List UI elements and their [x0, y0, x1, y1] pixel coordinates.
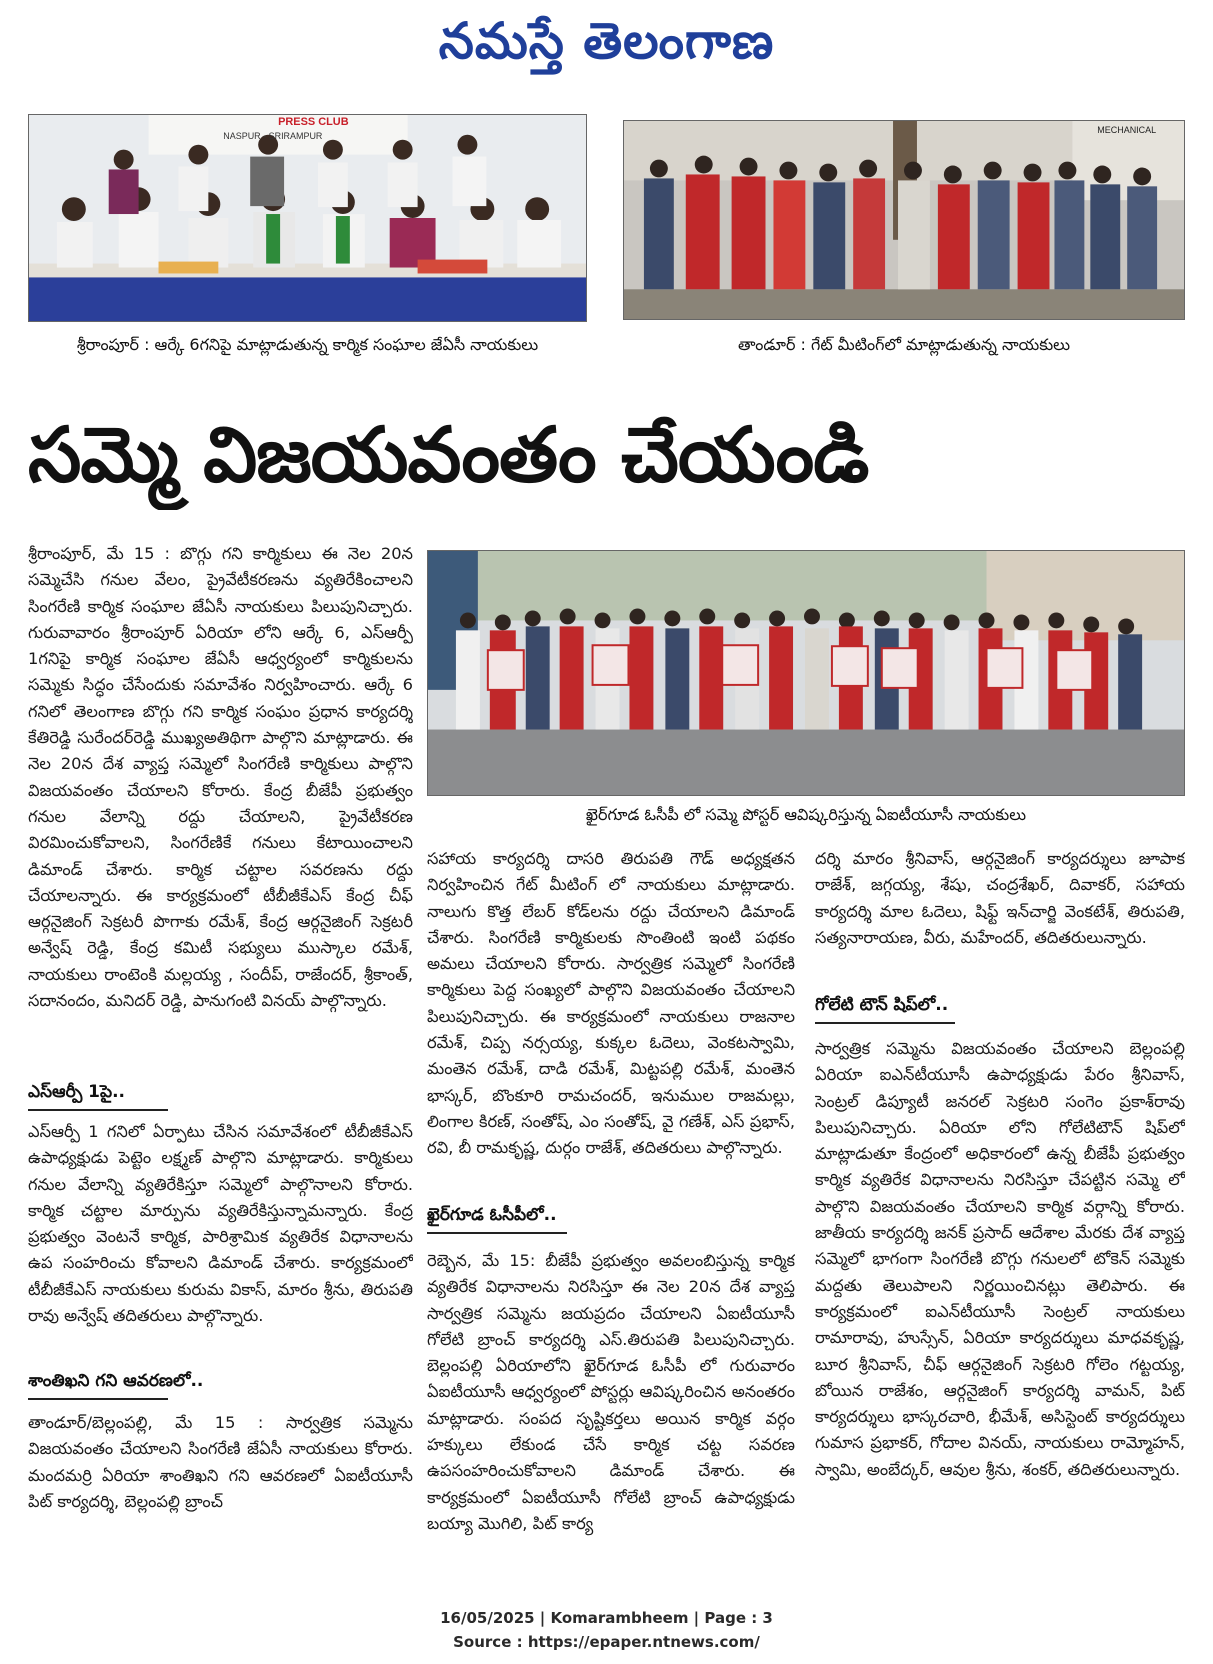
subheading-underline: [28, 1398, 168, 1400]
subheading-shanthikhani: శాంతిఖని గని ఆవరణలో..: [28, 1371, 204, 1391]
footer-date-page: 16/05/2025 | Komarambheem | Page : 3: [440, 1609, 773, 1627]
subheading-underline: [28, 1109, 168, 1111]
photo-poster-image: [428, 551, 1184, 795]
article-column-1: [28, 541, 413, 1591]
subheading-khairguda: ఖైర్‌గూడ ఓసీపీలో..: [427, 1205, 557, 1225]
headline: సమ్మె విజయవంతం చేయండి: [28, 410, 869, 499]
subheading-srp1: ఎస్ఆర్పీ 1పై..: [28, 1082, 125, 1102]
subheading-underline: [427, 1232, 567, 1234]
photo-meeting-image: [29, 115, 586, 321]
column-3-paragraph-1: దర్శి మారం శ్రీనివాస్, ఆర్గనైజింగ్ కార్యదర్శులు జూపాక రాజేశ్, జగ్గయ్య, శేషు, చంద్రశేఖర్, దివాకర్, సహాయ కార్యదర్శి మాల ఓదెలు, షిఫ్ట్ ఇన్‌చార్జి వెంకటేశ్, తిరుపతి, సత్యనారాయణ, వీరు, మహేందర్, తదితరులున్నారు.: [815, 849, 1185, 947]
article-column-3: [815, 846, 1185, 1591]
column-3-paragraph-2: సార్వత్రిక సమ్మెను విజయవంతం చేయాలని బెల్లంపల్లి ఏరియా ఐఎన్‌టీయూసీ ఉపాధ్యక్షుడు పేరం శ్రీనివాస్, సెంట్రల్ డిప్యూటీ జనరల్ సెక్రటరి సంగెం ప్రకాశ్‌రావు పిలుపునిచ్చారు. ఏరియా లోని గోలేటిటౌన్ షిప్‌లో మాట్లాడుతూ కేంద్రంలో అధికారంలో ఉన్న బీజేపీ ప్రభుత్వం కార్మిక వ్యతిరేక విధానాలను నిరసిస్తూ చేపట్టిన సమ్మె లో పాల్గొని విజయవంతం చేయాలని కార్మిక వర్గాన్ని కోరారు. జాతీయ కార్యదర్శి జనక్ ప్రసాద్ ఆదేశాల మేరకు దేశ వ్యాప్త సమ్మెలో భాగంగా సింగరేణి బొగ్గు గనులలో టోకెన్ సమ్మెకు మద్దతు తెలుపాలని నిర్ణయించినట్లు తెలిపారు. ఈ కార్యక్రమంలో ఐఎన్‌టీయూసీ సెంట్రల్ నాయకులు రామారావు, హుస్సేన్, ఏరియా కార్యదర్శులు మాధవకృష్ణ, బూర శ్రీనివాస్, చీఫ్ ఆర్గనైజింగ్ సెక్రటరి గోలెం గట్టయ్య, బోయిన రాజేశం, ఆర్గనైజింగ్ కార్యదర్శి వామన్, పిట్ కార్యదర్శులు భాస్కరచారి, భీమేశ్, అసిస్టెంట్ కార్యదర్శులు గుమాస ప్రభాకర్, గోదాల వినయ్, నాయకులు రామ్మోహన్, స్వామి, అంబేద్కర్, ఆవుల శ్రీను, శంకర్, తదితరులున్నారు.: [815, 1039, 1185, 1479]
column-2-paragraph-2: రెబ్బెన, మే 15: బీజేపీ ప్రభుత్వం అవలంబిస్తున్న కార్మిక వ్యతిరేక విధానాలను నిరసిస్తూ ఈ నెల 20న దేశ వ్యాప్త సార్వత్రిక సమ్మెను జయప్రదం చేయాలని ఏఐటీయూసీ గోలేటి బ్రాంచ్ కార్యదర్శి ఎస్.తిరుపతి పిలుపునిచ్చారు. బెల్లంపల్లి ఏరియాలోని ఖైర్‌గూడ ఓసీపీ లో గురువారం ఏఐటీయూసీ ఆధ్వర్యంలో పోస్టర్లు ఆవిష్కరించిన అనంతరం మాట్లాడారు. సంపద సృష్టికర్తలు అయిన కార్మిక వర్గం హక్కులు లేకుండ చేసే కార్మిక చట్ట సవరణ ఉపసంహరించుకోవాలని డిమాండ్ చేశారు. ఈ కార్యక్రమంలో ఏఐటీయూసీ గోలేటి బ్రాంచ్ ఉపాధ్యక్షుడు బయ్యా మొగిలి, పిట్ కార్య: [427, 1251, 795, 1533]
column-1-paragraph-3: తాండూర్/బెల్లంపల్లి, మే 15 : సార్వత్రిక సమ్మెను విజయవంతం చేయాలని సింగరేణి జేఏసీ నాయకులు కోరారు. మందమర్రి ఏరియా శాంతిఖని గని ఆవరణలో ఏఐటీయూసీ పిట్ కార్యదర్శి, బెల్లంపల్లి బ్రాంచ్: [28, 1413, 413, 1511]
photo-caption-2: తాండూర్ : గేట్ మీటింగ్‌లో మాట్లాడుతున్న నాయకులు: [738, 335, 1070, 354]
photo-caption-1: శ్రీరాంపూర్ : ఆర్కే 6గనిపై మాట్లాడుతున్న కార్మిక సంఘాల జేఏసీ నాయకులు: [76, 335, 539, 354]
subheading-underline: [815, 1022, 955, 1024]
banner-line-1: PRESS CLUB: [278, 115, 349, 128]
footer-source: Source : https://epaper.ntnews.com/: [453, 1633, 760, 1651]
photo-poster-launch: [427, 550, 1185, 796]
masthead-title: నమస్తే తెలంగాణ: [438, 11, 775, 70]
photo-press-meeting: [28, 114, 587, 322]
footer: [0, 1606, 1213, 1654]
column-1-paragraph-2: ఎస్ఆర్పీ 1 గనిలో ఏర్పాటు చేసిన సమావేశంలో టీబీజీకేఎస్ ఉపాధ్యక్షుడు పెట్టెం లక్ష్మణ్ పాల్గొని మాట్లాడారు. కార్మికులు గనుల వేలాన్ని వ్యతిరేకిస్తూ సమ్మెలో పాల్గొనాలని కోరారు. కార్మిక చట్టాల మార్పును వ్యతిరేకిస్తున్నామన్నారు. కేంద్ర ప్రభుత్వం వెంటనే కార్మిక, పారిశ్రామిక వ్యతిరేక విధానాలను ఉప సంహరించు కోవాలని డిమాండ్ చేశారు. కార్యక్రమంలో టీబీజీకేఎస్ నాయకులు కురుమ వికాస్, మారం శ్రీను, తిరుపతి రావు అన్వేష్ తదితరులు పాల్గొన్నారు.: [28, 1122, 413, 1326]
photo-gate-image: [624, 121, 1184, 319]
photo-caption-3: ఖైర్‌గూడ ఓసీపీ లో సమ్మె పోస్టర్ ఆవిష్కరిస్తున్న ఏఐటీయూసీ నాయకులు: [585, 805, 1027, 824]
mechanical-sign: MECHANICAL: [1097, 124, 1157, 135]
column-1-paragraph-1: శ్రీరాంపూర్, మే 15 : బొగ్గు గని కార్మికులు ఈ నెల 20న సమ్మెచేసి గనుల వేలం, ప్రైవేటీకరణను వ్యతిరేకించాలని సింగరేణి కార్మిక సంఘాల జేఏసీ నాయకులు పిలుపునిచ్చారు. గురువావారం శ్రీరాంపూర్ ఏరియా లోని ఆర్కే 6, ఎస్ఆర్పీ 1గనిపై కార్మిక సంఘాల జేఏసీ ఆధ్వర్యంలో కార్మికులను సమ్మెకు సిద్ధం చేసేందుకు సమావేశం నిర్వహించారు. ఆర్కే 6 గనిలో తెలంగాణ బొగ్గు గని కార్మిక సంఘం ప్రధాన కార్యదర్శి కేతిరెడ్డి సురేందర్‌రెడ్డి ముఖ్యఅతిథిగా పాల్గొని మాట్లాడారు. ఈ నెల 20న దేశ వ్యాప్త సమ్మెలో సింగరేణి కార్మికులు పాల్గొని విజయవంతం చేయాలని కోరారు. కేంద్ర బీజేపీ ప్రభుత్వం గనుల వేలాన్ని రద్దు చేయాలని, ప్రైవేటీకరణ విరమించుకోవాలని, సింగరేణికే గనులు కేటాయించాలని డిమాండ్ చేశారు. కార్మిక చట్టాల సవరణను రద్దు చేయాలన్నారు. ఈ కార్యక్రమంలో టీబీజీకేఎస్ కేంద్ర చీఫ్ ఆర్గనైజింగ్ సెక్రటరీ పొగాకు రమేశ్, కేంద్ర ఆర్గనైజింగ్ సెక్రటరీ అన్వేష్ రెడ్డి, కేంద్ర కమిటీ సభ్యులు ముస్కాల రమేశ్, నాయకులు రాంటెంకి మల్లయ్య , సందీప్, రాజేందర్, శ్రీకాంత్, సదానందం, మనిదర్ రెడ్డి, పానుగంటి వినయ్ పాల్గొన్నారు.: [28, 544, 413, 1011]
masthead: [0, 6, 1213, 76]
photo-gate-meeting: [623, 120, 1185, 320]
article-column-2: [427, 846, 795, 1591]
subheading-goleti-township: గోలేటి టౌన్ షిప్‌లో..: [815, 995, 949, 1015]
banner-line-2: NASPUR - SRIRAMPUR: [223, 130, 323, 141]
column-2-paragraph-1: సహాయ కార్యదర్శి దాసరి తిరుపతి గౌడ్ అధ్యక్షతన నిర్వహించిన గేట్ మీటింగ్ లో నాయకులు మాట్లాడారు. నాలుగు కొత్త లేబర్ కోడ్‌లను రద్దు చేయాలని డిమాండ్ చేశారు. సింగరేణి కార్మికులకు సొంతింటి ఇంటి పథకం అమలు చేయాలని కోరారు. సార్వత్రిక సమ్మెలో సింగరేణి కార్మికులు పెద్ద సంఖ్యలో పాల్గొని విజయవంతం చేయాలని పిలుపునిచ్చారు. ఈ కార్యక్రమంలో నాయకులు రాజనాల రమేశ్, చిప్ప నర్సయ్య, కుక్కల ఓదెలు, వెంకటస్వామి, మంతెన రమేశ్, దాడి రమేశ్, మిట్టపల్లి రమేశ్, మంతెన భాస్కర్, బొంకూరి రామచందర్, ఇనుముల రాజమల్లు, లింగాల కిరణ్, సంతోష్, ఎం సంతోష్, వై గణేశ్, ఎస్ ప్రభాస్, రవి, బీ రామకృష్ణ, దుర్గం రాజేశ్, తదితరులు పాల్గొన్నారు.: [427, 849, 795, 1158]
